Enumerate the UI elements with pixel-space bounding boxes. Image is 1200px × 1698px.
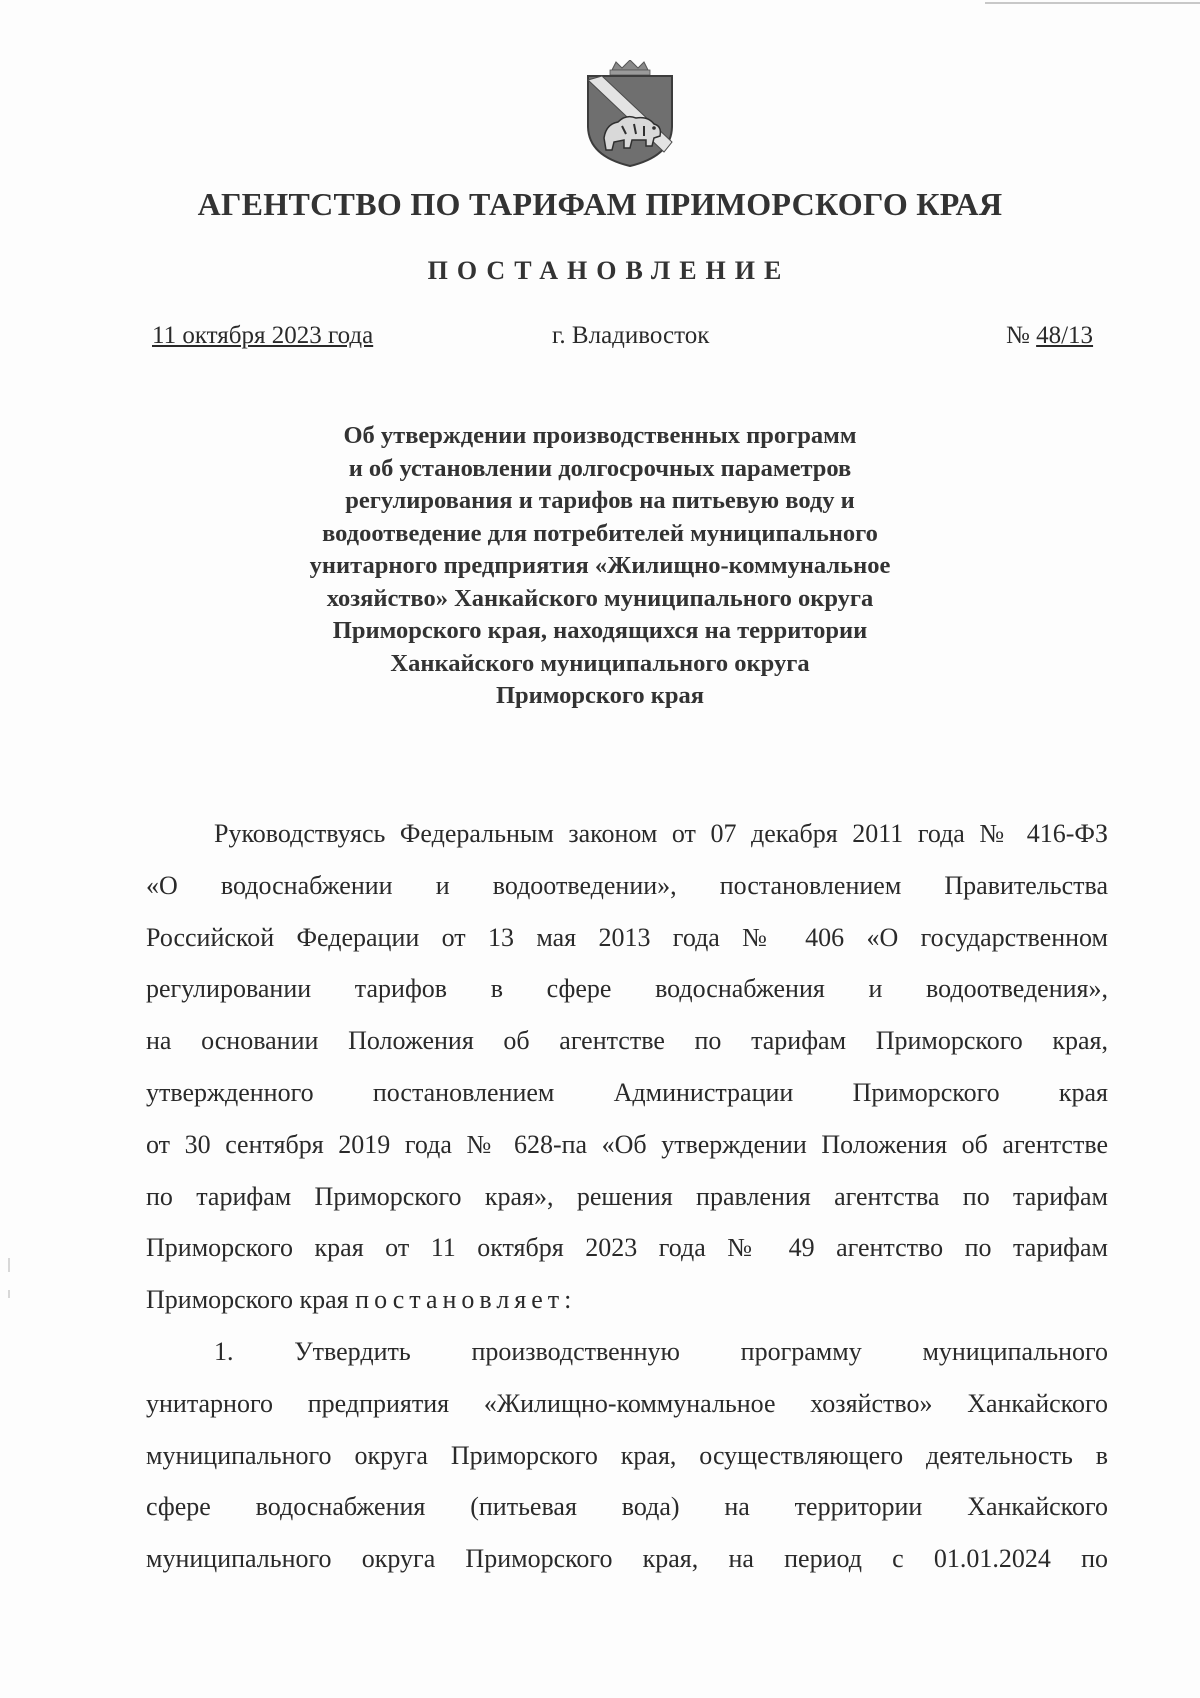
coat-of-arms-emblem-icon	[582, 60, 678, 168]
subject-line: Приморского края, находящихся на территории	[332, 617, 868, 644]
subject-line: Приморского края	[495, 682, 705, 709]
item-line: муниципального округа Приморского края, осуществляющего деятельность в	[146, 1440, 1108, 1470]
agency-title: АГЕНТСТВО ПО ТАРИФАМ ПРИМОРСКОГО КРАЯ	[197, 186, 1003, 222]
item-line: муниципального округа Приморского края, на период с 01.01.2024 по	[146, 1544, 1108, 1574]
body-line: по тарифам Приморского края», решения правления агентства по тарифам	[146, 1181, 1108, 1211]
subject-line: унитарного предприятия «Жилищно-коммунальное	[309, 552, 891, 579]
document-subject	[250, 420, 950, 713]
body-line: на основании Положения об агентстве по тарифам Приморского края,	[146, 1026, 1108, 1056]
subject-line: регулирования и тарифов на питьевую воду и	[345, 487, 855, 514]
subject-line: водоотведение для потребителей муниципального	[322, 519, 878, 547]
item-line: сфере водоснабжения (питьевая вода) на территории Ханкайского	[146, 1492, 1108, 1522]
resolves-line	[146, 1274, 1108, 1326]
item-line: 1. Утвердить производственную программу муниципального	[214, 1336, 1108, 1366]
resolves-word: постановляет:	[355, 1285, 577, 1315]
body-line: утвержденного постановлением Администрации Приморского края	[146, 1077, 1108, 1107]
number-value: 48/13	[1036, 322, 1094, 349]
item-line: унитарного предприятия «Жилищно-коммунальное хозяйство» Ханкайского	[146, 1388, 1108, 1418]
scan-edge-line	[985, 2, 1200, 4]
number-prefix: №	[1006, 322, 1030, 349]
scan-speck	[8, 1290, 10, 1298]
resolves-prefix: Приморского края	[146, 1285, 349, 1315]
body-text	[146, 808, 1108, 1585]
body-line: Российской Федерации от 13 мая 2013 года № 406 «О государственном	[146, 922, 1108, 952]
body-line: Руководствуясь Федеральным законом от 07 декабря 2011 года № 416-ФЗ	[214, 819, 1108, 848]
subject-line: хозяйство» Ханкайского муниципального округа	[326, 584, 874, 612]
subject-line: и об установлении долгосрочных параметров	[348, 454, 852, 482]
document-number	[1006, 322, 1093, 350]
body-line: регулировании тарифов в сфере водоснабжения и водоотведения»,	[146, 974, 1108, 1004]
scan-speck	[8, 1258, 10, 1272]
document-type: ПОСТАНОВЛЕНИЕ	[427, 256, 791, 285]
body-line: «О водоснабжении и водоотведении», постановлением Правительства	[146, 870, 1108, 900]
document-date: 11 октября 2023 года	[152, 322, 374, 349]
body-line: Приморского края от 11 октября 2023 года № 49 агентство по тарифам	[146, 1233, 1108, 1263]
subject-line: Ханкайского муниципального округа	[390, 649, 810, 677]
body-line: от 30 сентября 2019 года № 628-па «Об утверждении Положения об агентстве	[146, 1129, 1108, 1159]
subject-line: Об утверждении производственных программ	[343, 422, 857, 449]
document-city: г. Владивосток	[552, 322, 710, 349]
